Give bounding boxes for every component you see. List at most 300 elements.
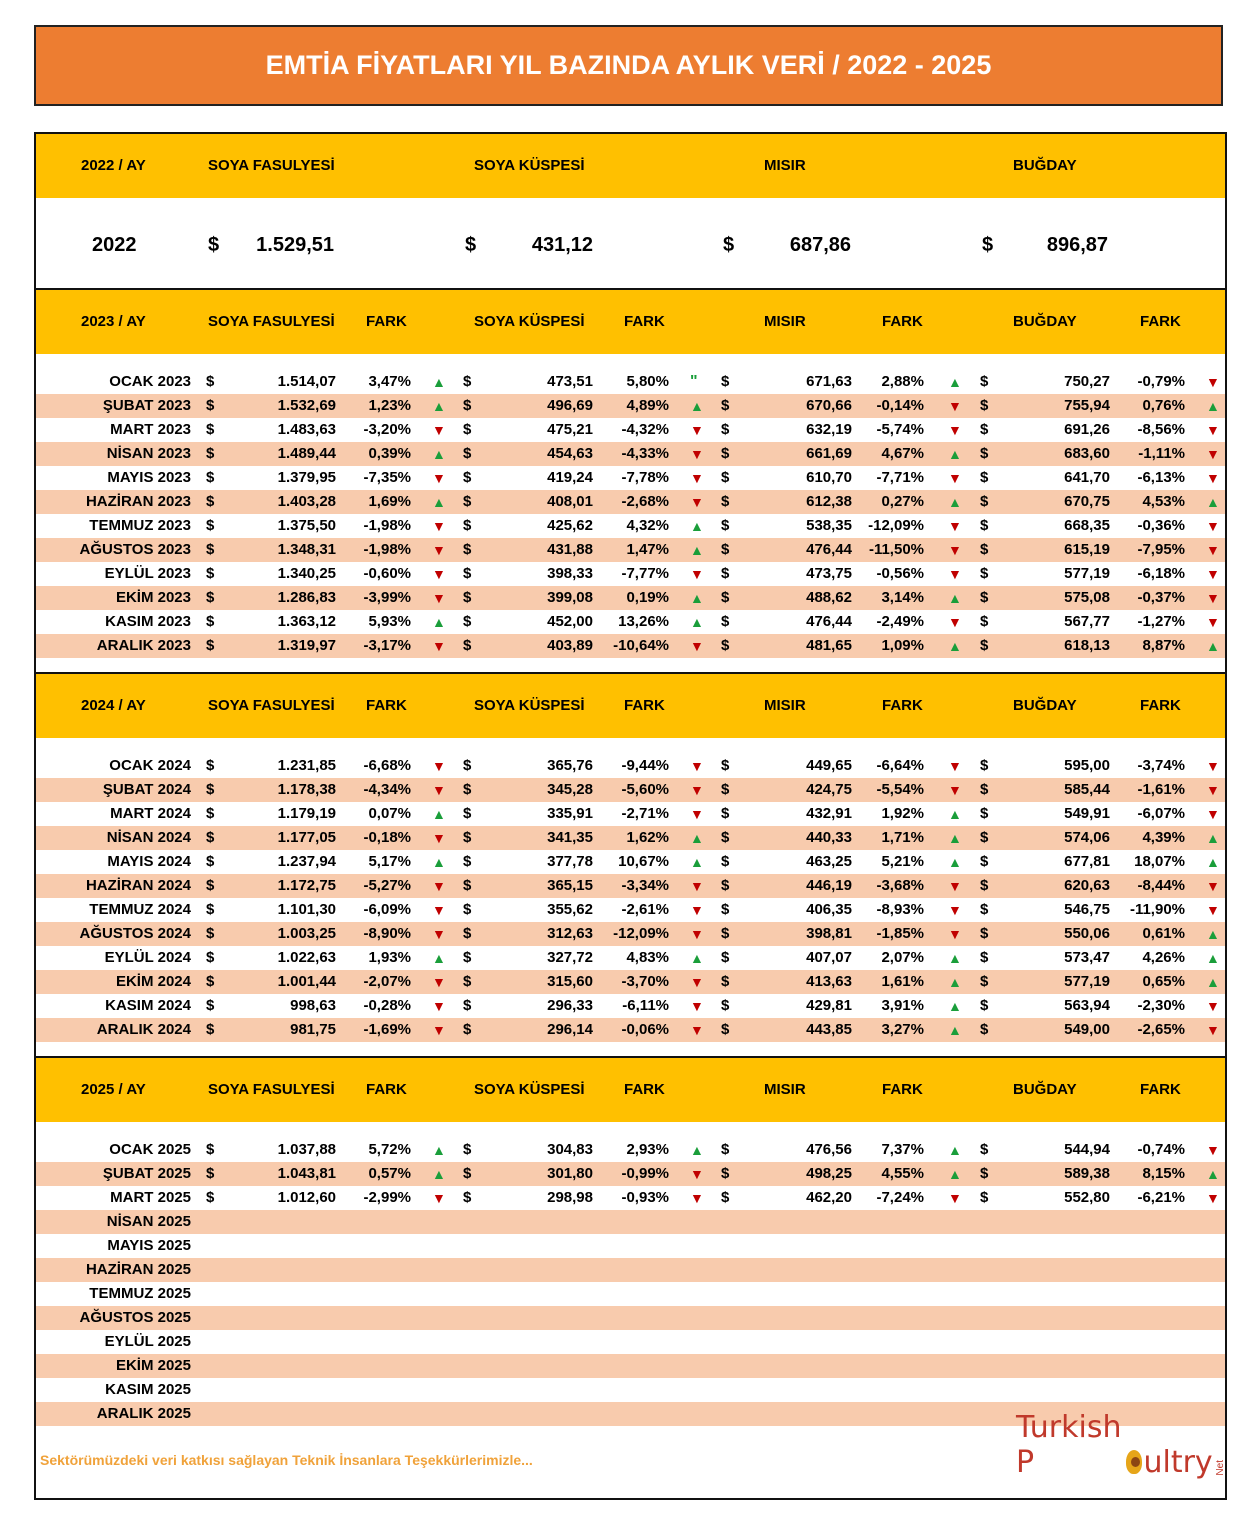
price-kuspe: 408,01 [547,493,593,510]
table-row [36,442,1225,466]
currency-symbol: $ [206,373,215,390]
trend-up-icon: ▲ [690,854,704,870]
currency-symbol: $ [463,493,472,510]
currency-symbol: $ [463,949,472,966]
price-misir: 432,91 [806,805,852,822]
currency-symbol: $ [206,397,215,414]
price-kuspe: 365,76 [547,757,593,774]
change-misir: -1,85% [876,925,924,942]
trend-down-icon: ▼ [432,422,446,438]
change-bugday: -1,11% [1138,445,1185,462]
price-kuspe: 403,89 [547,637,593,654]
trend-down-icon: ▼ [690,902,704,918]
currency-symbol: $ [463,973,472,990]
header-fark: FARK [1140,697,1181,714]
price-soya: 1.514,07 [277,373,336,390]
change-misir: 1,92% [881,805,924,822]
header-soya-kuspesi: SOYA KÜSPESİ [474,313,585,330]
change-soya: 5,17% [368,853,411,870]
price-soya: 1.012,60 [277,1189,336,1206]
price-table [34,132,1227,1500]
change-misir: -11,50% [868,541,924,558]
trend-down-icon: ▼ [690,1190,704,1206]
change-misir: 2,07% [881,949,924,966]
trend-down-icon: ▼ [432,926,446,942]
table-row [36,874,1225,898]
month-label: MAYIS 2025 [107,1237,191,1254]
trend-up-icon: ▲ [948,638,962,654]
price-misir: 424,75 [806,781,852,798]
egg-icon [1126,1450,1142,1474]
price-misir: 670,66 [806,397,852,414]
currency-symbol: $ [980,1141,989,1158]
currency-symbol: $ [463,517,472,534]
currency-symbol: $ [206,925,215,942]
trend-up-icon: ▲ [690,518,704,534]
price-kuspe: 398,33 [547,565,593,582]
price-misir: 488,62 [806,589,852,606]
change-kuspe: -3,34% [621,877,669,894]
trend-up-icon: ▲ [690,1142,704,1158]
month-label: OCAK 2025 [109,1141,191,1158]
price-misir: 449,65 [806,757,852,774]
trend-down-icon: ▼ [432,1190,446,1206]
trend-down-icon: ▼ [948,518,962,534]
currency-symbol: $ [980,781,989,798]
trend-down-icon: ▼ [432,638,446,654]
month-label: HAZİRAN 2024 [85,877,191,894]
footer-note: Sektörümüzdeki veri katkısı sağlayan Teknik İnsanlara Teşekkürlerimizle... [40,1452,533,1468]
header-bugday: BUĞDAY [1013,313,1077,330]
header-misir: MISIR [764,157,806,174]
price-bugday: 567,77 [1064,613,1110,630]
price-bugday: 677,81 [1064,853,1110,870]
change-soya: 1,23% [368,397,411,414]
change-soya: -8,90% [363,925,411,942]
header-soya-fasulyesi: SOYA FASULYESİ [208,313,335,330]
trend-up-icon: ▲ [1206,1166,1220,1182]
currency-symbol: $ [980,853,989,870]
trend-up-icon: ▲ [432,1166,446,1182]
currency-symbol: $ [206,1189,215,1206]
price-bugday: 750,27 [1064,373,1110,390]
price-kuspe: 341,35 [547,829,593,846]
header-fark: FARK [1140,1081,1181,1098]
trend-down-icon: ▼ [1206,782,1220,798]
trend-down-icon: ▼ [690,806,704,822]
currency-symbol: $ [721,445,730,462]
month-label: NİSAN 2025 [106,1213,191,1230]
trend-up-icon: ▲ [948,590,962,606]
change-bugday: -3,74% [1137,757,1185,774]
currency-symbol: $ [980,373,989,390]
trend-down-icon: ▼ [432,998,446,1014]
table-row [36,1162,1225,1186]
trend-down-icon: ▼ [1206,566,1220,582]
table-row [36,826,1225,850]
change-misir: 3,27% [881,1021,924,1038]
table-row [36,1282,1225,1306]
currency-symbol: $ [721,997,730,1014]
price-bugday: 574,06 [1064,829,1110,846]
currency-symbol: $ [721,853,730,870]
trend-up-icon: ▲ [1206,494,1220,510]
price-bugday: 691,26 [1064,421,1110,438]
logo-text: Turkish P [1016,1410,1122,1480]
price-soya: 1.003,25 [277,925,336,942]
price-misir: 498,25 [806,1165,852,1182]
month-label: AĞUSTOS 2025 [79,1309,191,1326]
trend-down-icon: ▼ [432,542,446,558]
month-label: EYLÜL 2025 [104,1333,191,1350]
header-misir: MISIR [764,1081,806,1098]
currency-symbol: $ [980,565,989,582]
change-misir: 5,21% [881,853,924,870]
change-bugday: 4,53% [1142,493,1185,510]
currency-symbol: $ [721,421,730,438]
currency-symbol: $ [206,541,215,558]
table-row [36,610,1225,634]
month-label: MAYIS 2024 [107,853,191,870]
month-label: ŞUBAT 2023 [102,397,191,414]
trend-down-icon: ▼ [1206,470,1220,486]
price-soya: 1.529,51 [256,234,334,256]
currency-symbol: $ [980,493,989,510]
currency-symbol: $ [721,781,730,798]
price-misir: 538,35 [806,517,852,534]
trend-down-icon: ▼ [690,638,704,654]
currency-symbol: $ [980,949,989,966]
table-row [36,1330,1225,1354]
change-misir: -5,54% [876,781,924,798]
header-fark: FARK [624,313,665,330]
currency-symbol: $ [463,997,472,1014]
currency-symbol: $ [463,541,472,558]
change-soya: 1,93% [368,949,411,966]
change-kuspe: -2,61% [621,901,669,918]
month-label: KASIM 2023 [105,613,191,630]
trend-down-icon: ▼ [690,470,704,486]
currency-symbol: $ [206,805,215,822]
header-period: 2025 / AY [81,1081,146,1098]
currency-symbol: $ [721,613,730,630]
trend-up-icon: ▲ [432,854,446,870]
trend-down-icon: ▼ [1206,902,1220,918]
price-soya: 1.178,38 [277,781,336,798]
price-kuspe: 452,00 [547,613,593,630]
price-bugday: 585,44 [1064,781,1110,798]
header-misir: MISIR [764,313,806,330]
price-bugday: 755,94 [1064,397,1110,414]
trend-up-icon: ▲ [690,398,704,414]
price-misir: 476,56 [806,1141,852,1158]
trend-down-icon: ▼ [1206,998,1220,1014]
trend-down-icon: ▼ [1206,542,1220,558]
currency-symbol: $ [980,829,989,846]
table-row [36,1354,1225,1378]
month-label: ARALIK 2025 [96,1405,191,1422]
change-kuspe: 5,80% [626,373,669,390]
change-kuspe: 0,19% [626,589,669,606]
currency-symbol: $ [206,613,215,630]
trend-down-icon: ▼ [1206,806,1220,822]
change-soya: -1,98% [363,517,411,534]
change-misir: 1,71% [881,829,924,846]
change-kuspe: -0,93% [621,1189,669,1206]
price-misir: 671,63 [806,373,852,390]
header-period: 2022 / AY [81,157,146,174]
price-bugday: 549,00 [1064,1021,1110,1038]
price-soya: 1.231,85 [277,757,336,774]
currency-symbol: $ [721,469,730,486]
month-label: ARALIK 2024 [96,1021,191,1038]
trend-down-icon: ▼ [432,470,446,486]
currency-symbol: $ [980,925,989,942]
currency-symbol: $ [463,589,472,606]
trend-down-icon: ▼ [432,758,446,774]
currency-symbol: $ [721,901,730,918]
price-bugday: 896,87 [1046,234,1108,256]
trend-down-icon: ▼ [948,542,962,558]
change-misir: -6,64% [876,757,924,774]
price-kuspe: 496,69 [547,397,593,414]
currency-symbol: $ [980,901,989,918]
change-misir: 4,55% [881,1165,924,1182]
currency-symbol: $ [206,901,215,918]
currency-symbol: $ [980,469,989,486]
currency-symbol: $ [206,445,215,462]
change-kuspe: -6,11% [622,997,669,1014]
trend-down-icon: ▼ [690,566,704,582]
price-kuspe: 377,78 [547,853,593,870]
trend-down-icon: ▼ [1206,590,1220,606]
change-soya: -6,09% [363,901,411,918]
change-bugday: -2,65% [1137,1021,1185,1038]
price-bugday: 550,06 [1064,925,1110,942]
price-bugday: 595,00 [1064,757,1110,774]
month-label: MAYIS 2023 [107,469,191,486]
change-kuspe: -5,60% [621,781,669,798]
change-bugday: -6,07% [1137,805,1185,822]
trend-up-icon: ▲ [948,1142,962,1158]
price-kuspe: 304,83 [547,1141,593,1158]
change-bugday: -0,74% [1137,1141,1185,1158]
trend-up-icon: ▲ [1206,638,1220,654]
month-label: EKİM 2025 [115,1357,191,1374]
month-label: HAZİRAN 2023 [85,493,191,510]
currency-symbol: $ [206,637,215,654]
currency-symbol: $ [463,829,472,846]
change-soya: -7,35% [363,469,411,486]
currency-symbol: $ [980,613,989,630]
header-fark: FARK [366,1081,407,1098]
price-misir: 687,86 [789,234,851,256]
price-kuspe: 425,62 [547,517,593,534]
table-row [36,1138,1225,1162]
change-kuspe: 1,62% [626,829,669,846]
header-fark: FARK [882,1081,923,1098]
change-soya: -3,20% [363,421,411,438]
price-bugday: 683,60 [1064,445,1110,462]
table-row [36,562,1225,586]
price-kuspe: 296,14 [547,1021,593,1038]
header-soya-kuspesi: SOYA KÜSPESİ [474,157,585,174]
header-fark: FARK [366,313,407,330]
currency-symbol: $ [206,421,215,438]
table-row [36,850,1225,874]
currency-symbol: $ [721,517,730,534]
month-label: ARALIK 2023 [96,637,191,654]
trend-up-icon: ▲ [948,806,962,822]
trend-down-icon: ▼ [948,926,962,942]
trend-down-icon: ▼ [948,614,962,630]
currency-symbol: $ [206,757,215,774]
change-bugday: 4,39% [1142,829,1185,846]
currency-symbol: $ [721,397,730,414]
change-soya: -0,60% [363,565,411,582]
change-kuspe: 13,26% [618,613,669,630]
price-soya: 1.022,63 [277,949,336,966]
trend-down-icon: ▼ [690,998,704,1014]
trend-down-icon: ▼ [1206,1190,1220,1206]
price-soya: 1.043,81 [277,1165,336,1182]
change-bugday: -8,44% [1137,877,1185,894]
currency-symbol: $ [206,781,215,798]
table-row [36,418,1225,442]
price-misir: 398,81 [806,925,852,942]
change-bugday: 0,65% [1142,973,1185,990]
price-kuspe: 431,12 [531,234,593,256]
price-kuspe: 335,91 [547,805,593,822]
change-misir: -2,49% [876,613,924,630]
trend-up-icon: ▲ [948,974,962,990]
change-misir: 0,27% [881,493,924,510]
currency-symbol: $ [721,829,730,846]
currency-symbol: $ [721,637,730,654]
table-row [36,634,1225,658]
price-soya: 1.403,28 [277,493,336,510]
change-misir: -0,56% [876,565,924,582]
change-misir: 3,14% [881,589,924,606]
currency-symbol: $ [463,805,472,822]
price-kuspe: 475,21 [547,421,593,438]
price-bugday: 544,94 [1064,1141,1110,1158]
header-fark: FARK [624,1081,665,1098]
price-bugday: 670,75 [1064,493,1110,510]
change-bugday: 8,87% [1142,637,1185,654]
table-row [36,466,1225,490]
header-period: 2023 / AY [81,313,146,330]
header-misir: MISIR [764,697,806,714]
currency-symbol: $ [463,613,472,630]
currency-symbol: $ [980,877,989,894]
logo-net: Net [1214,1460,1226,1476]
currency-symbol: $ [721,925,730,942]
table-row [36,1186,1225,1210]
price-soya: 1.177,05 [277,829,336,846]
currency-symbol: $ [206,853,215,870]
trend-down-icon: ▼ [690,446,704,462]
trend-down-icon: ▼ [690,1166,704,1182]
section-header [36,134,1225,198]
price-bugday: 577,19 [1064,973,1110,990]
currency-symbol: $ [980,997,989,1014]
change-kuspe: -7,77% [621,565,669,582]
price-bugday: 589,38 [1064,1165,1110,1182]
trend-up-icon: ▲ [948,446,962,462]
month-label: ŞUBAT 2024 [102,781,191,798]
price-bugday: 549,91 [1064,805,1110,822]
currency-symbol: $ [463,925,472,942]
price-soya: 1.172,75 [277,877,336,894]
price-misir: 406,35 [806,901,852,918]
trend-down-icon: ▼ [432,974,446,990]
header-soya-fasulyesi: SOYA FASULYESİ [208,157,335,174]
trend-up-icon: ▲ [690,590,704,606]
table-row [36,778,1225,802]
trend-up-icon: ▲ [1206,854,1220,870]
change-kuspe: -3,70% [621,973,669,990]
trend-up-icon: ▲ [432,398,446,414]
change-kuspe: 10,67% [618,853,669,870]
table-row [36,994,1225,1018]
month-label: TEMMUZ 2025 [89,1285,191,1302]
currency-symbol: $ [980,757,989,774]
trend-down-icon: ▼ [432,590,446,606]
table-row [36,754,1225,778]
change-misir: -7,71% [876,469,924,486]
table-row [36,802,1225,826]
trend-down-icon: ▼ [690,974,704,990]
trend-down-icon: ▼ [1206,878,1220,894]
change-soya: -4,34% [363,781,411,798]
price-bugday: 620,63 [1064,877,1110,894]
currency-symbol: $ [463,373,472,390]
trend-down-icon: ▼ [948,782,962,798]
trend-up-icon: ▲ [690,614,704,630]
price-kuspe: 298,98 [547,1189,593,1206]
change-bugday: 4,26% [1142,949,1185,966]
trend-up-icon: ▲ [432,494,446,510]
change-kuspe: 1,47% [626,541,669,558]
change-misir: -0,14% [876,397,924,414]
currency-symbol: $ [980,1021,989,1038]
month-label: HAZİRAN 2025 [85,1261,191,1278]
trend-up-icon: ▲ [948,374,962,390]
currency-symbol: $ [723,234,735,256]
table-row [36,922,1225,946]
section-header [36,1058,1225,1122]
change-bugday: -6,13% [1137,469,1185,486]
trend-up-icon: ▲ [690,542,704,558]
price-misir: 610,70 [806,469,852,486]
trend-up-icon: ▲ [1206,398,1220,414]
change-misir: -8,93% [876,901,924,918]
currency-symbol: $ [721,1021,730,1038]
price-misir: 476,44 [806,613,852,630]
currency-symbol: $ [721,805,730,822]
change-misir: 7,37% [881,1141,924,1158]
table-row [36,394,1225,418]
price-kuspe: 419,24 [547,469,593,486]
currency-symbol: $ [721,1165,730,1182]
month-label: MART 2024 [110,805,191,822]
currency-symbol: $ [721,1141,730,1158]
currency-symbol: $ [463,469,472,486]
change-soya: -3,99% [363,589,411,606]
currency-symbol: $ [463,781,472,798]
price-misir: 612,38 [806,493,852,510]
